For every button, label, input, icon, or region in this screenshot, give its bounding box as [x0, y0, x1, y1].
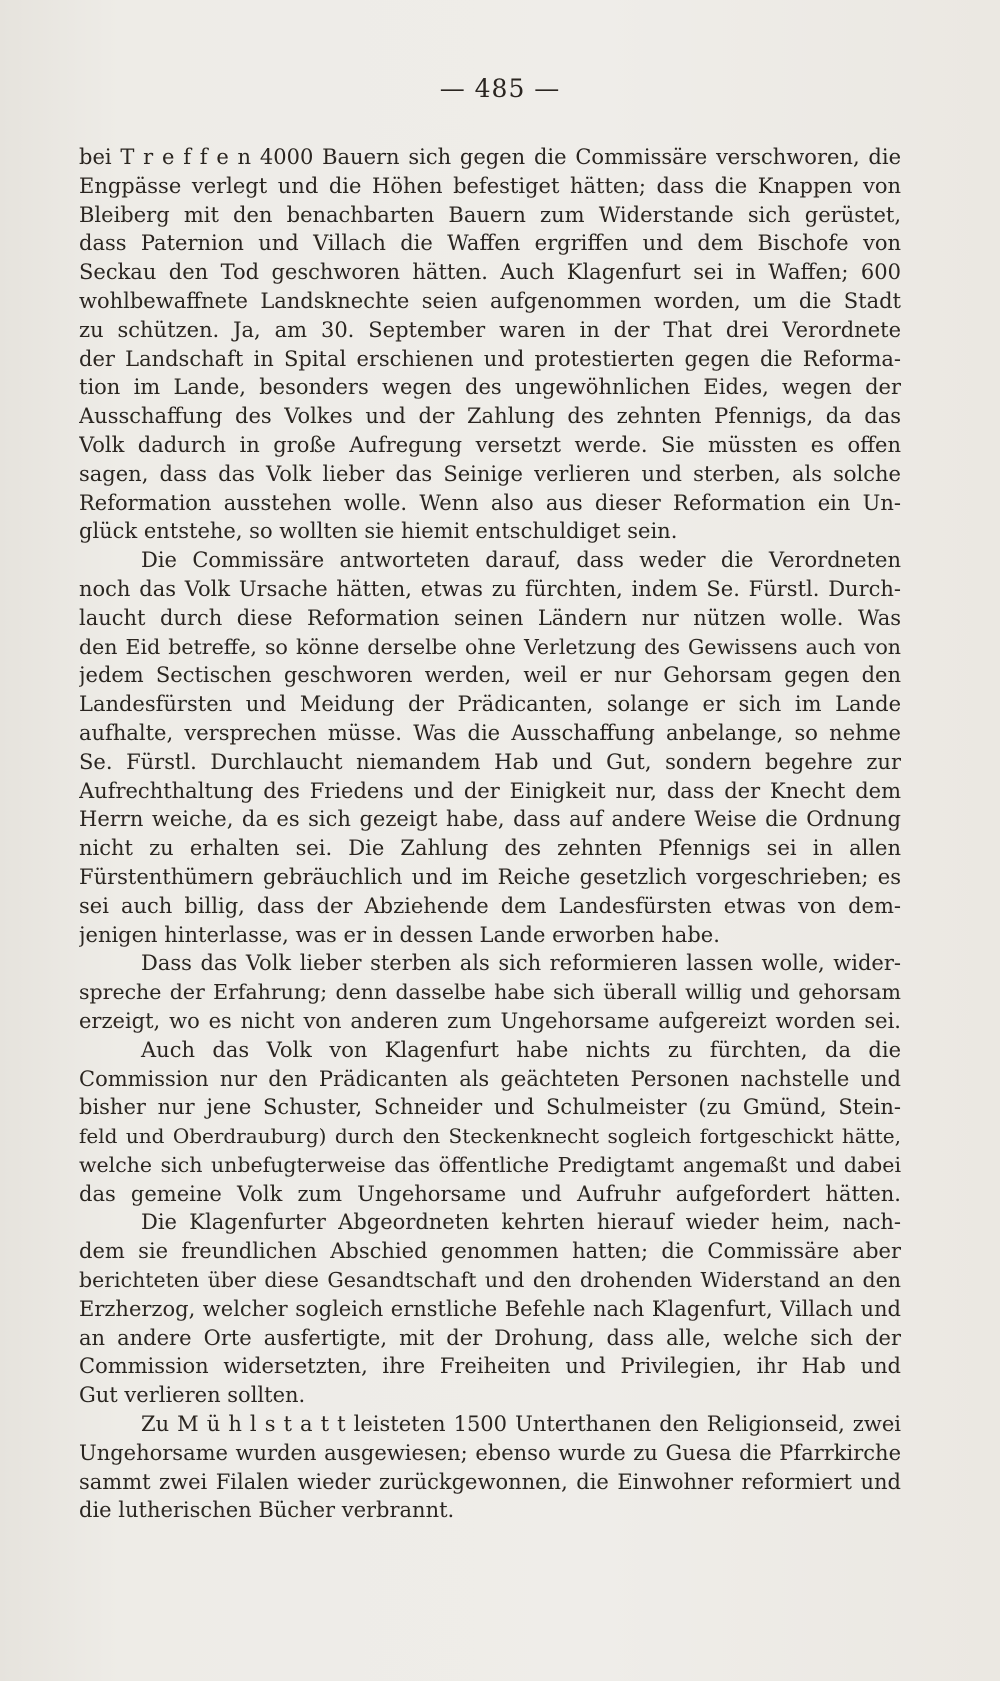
- text-line: laucht durch diese Reformation seinen Ländern nur nützen wolle. Was: [79, 605, 901, 630]
- text-line: jenigen hinterlasse, was er in dessen Lande erworben habe.: [79, 922, 720, 947]
- text-line: welche sich unbefugterweise das öffentliche Predigtamt angemaßt und dabei: [79, 1152, 901, 1177]
- text-line: bisher nur jene Schuster, Schneider und Schulmeister (zu Gmünd, Stein-: [79, 1095, 901, 1120]
- text-line: tion im Lande, besonders wegen des ungewöhnlichen Eides, wegen der: [79, 375, 901, 400]
- text-line: zu schützen. Ja, am 30. September waren in der That drei Verordnete: [79, 317, 901, 342]
- text-line: Herrn weiche, da es sich gezeigt habe, dass auf andere Weise die Ordnung: [79, 807, 901, 832]
- text-line: Commission widersetzten, ihre Freiheiten und Privilegien, ihr Hab und: [79, 1354, 901, 1379]
- text-line: Bleiberg mit den benachbarten Bauern zum Widerstande sich gerüstet,: [79, 202, 901, 227]
- text-line: glück entstehe, so wollten sie hiemit entschuldiget sein.: [79, 519, 678, 544]
- text-line: noch das Volk Ursache hätten, etwas zu fürchten, indem Se. Fürstl. Durch-: [79, 576, 901, 601]
- text-line: spreche der Erfahrung; denn dasselbe habe sich überall willig und gehorsam: [79, 980, 901, 1005]
- text-line: bei T r e f f e n 4000 Bauern sich gegen die Commissäre verschworen, die: [79, 145, 901, 169]
- text-line: dem sie freundlichen Abschied genommen hatten; die Commissäre aber: [79, 1239, 901, 1264]
- text-line: erzeigt, wo es nicht von anderen zum Ungehorsame aufgereizt worden sei.: [79, 1008, 901, 1033]
- text-line: Seckau den Tod geschworen hätten. Auch Klagenfurt sei in Waffen; 600: [79, 260, 901, 285]
- text-line: Erzherzog, welcher sogleich ernstliche Befehle nach Klagenfurt, Villach und: [79, 1296, 901, 1321]
- text-line: jedem Sectischen geschworen werden, weil er nur Gehorsam gegen den: [79, 663, 901, 688]
- text-line: Die Klagenfurter Abgeordneten kehrten hierauf wieder heim, nach-: [141, 1210, 901, 1235]
- text-line: wohlbewaffnete Landsknechte seien aufgenommen worden, um die Stadt: [79, 288, 901, 313]
- text-line: Zu M ü h l s t a t t leisteten 1500 Unterthanen den Religionseid, zwei: [141, 1412, 901, 1437]
- text-line: Die Commissäre antworteten darauf, dass weder die Verordneten: [141, 548, 901, 573]
- text-line: Gut verlieren sollten.: [79, 1383, 306, 1408]
- text-line: Ungehorsame wurden ausgewiesen; ebenso wurde zu Guesa die Pfarrkirche: [79, 1440, 901, 1465]
- text-line: sagen, dass das Volk lieber das Seinige verlieren und sterben, als solche: [79, 461, 901, 486]
- text-line: an andere Orte ausfertigte, mit der Drohung, dass alle, welche sich der: [79, 1325, 901, 1350]
- text-line: Fürstenthümern gebräuchlich und im Reiche gesetzlich vorgeschrieben; es: [79, 864, 901, 889]
- text-line: nicht zu erhalten sei. Die Zahlung des zehnten Pfennigs sei in allen: [79, 836, 901, 861]
- text-line: Engpässe verlegt und die Höhen befestiget hätten; dass die Knappen von: [79, 173, 901, 198]
- body-text: [79, 143, 901, 1525]
- text-line: das gemeine Volk zum Ungehorsame und Aufruhr aufgefordert hätten.: [79, 1181, 901, 1206]
- text-line: sammt zwei Filalen wieder zurückgewonnen, die Einwohner reformiert und: [79, 1469, 901, 1494]
- text-line: die lutherischen Bücher verbrannt.: [79, 1498, 455, 1523]
- text-line: dass Paternion und Villach die Waffen ergriffen und dem Bischofe von: [79, 231, 901, 256]
- text-line: sei auch billig, dass der Abziehende dem Landesfürsten etwas von dem-: [79, 893, 901, 918]
- text-line: Commission nur den Prädicanten als geächteten Personen nachstelle und: [79, 1066, 901, 1091]
- text-line: Se. Fürstl. Durchlaucht niemandem Hab und Gut, sondern begehre zur: [79, 749, 901, 774]
- text-line: Auch das Volk von Klagenfurt habe nichts zu fürchten, da die: [141, 1037, 901, 1062]
- text-line: den Eid betreffe, so könne derselbe ohne Verletzung des Gewissens auch von: [79, 634, 901, 659]
- text-line: aufhalte, versprechen müsse. Was die Ausschaffung anbelange, so nehme: [79, 720, 901, 745]
- text-line: der Landschaft in Spital erschienen und protestierten gegen die Reforma-: [79, 346, 901, 371]
- text-line: Dass das Volk lieber sterben als sich reformieren lassen wolle, wider-: [141, 951, 901, 976]
- text-line: Landesfürsten und Meidung der Prädicanten, solange er sich im Lande: [79, 692, 901, 717]
- text-line: Reformation ausstehen wolle. Wenn also aus dieser Reformation ein Un-: [79, 490, 901, 515]
- text-line: feld und Oberdrauburg) durch den Steckenknecht sogleich fortgeschickt hätte,: [79, 1124, 901, 1149]
- text-line: Volk dadurch in große Aufregung versetzt werde. Sie müssten es offen: [79, 432, 901, 457]
- page-number: — 485 —: [439, 74, 561, 103]
- text-line: berichteten über diese Gesandtschaft und den drohenden Widerstand an den: [79, 1268, 901, 1293]
- text-line: Aufrechthaltung des Friedens und der Einigkeit nur, dass der Knecht dem: [79, 778, 901, 803]
- text-line: Ausschaffung des Volkes und der Zahlung des zehnten Pfennigs, da das: [79, 404, 901, 429]
